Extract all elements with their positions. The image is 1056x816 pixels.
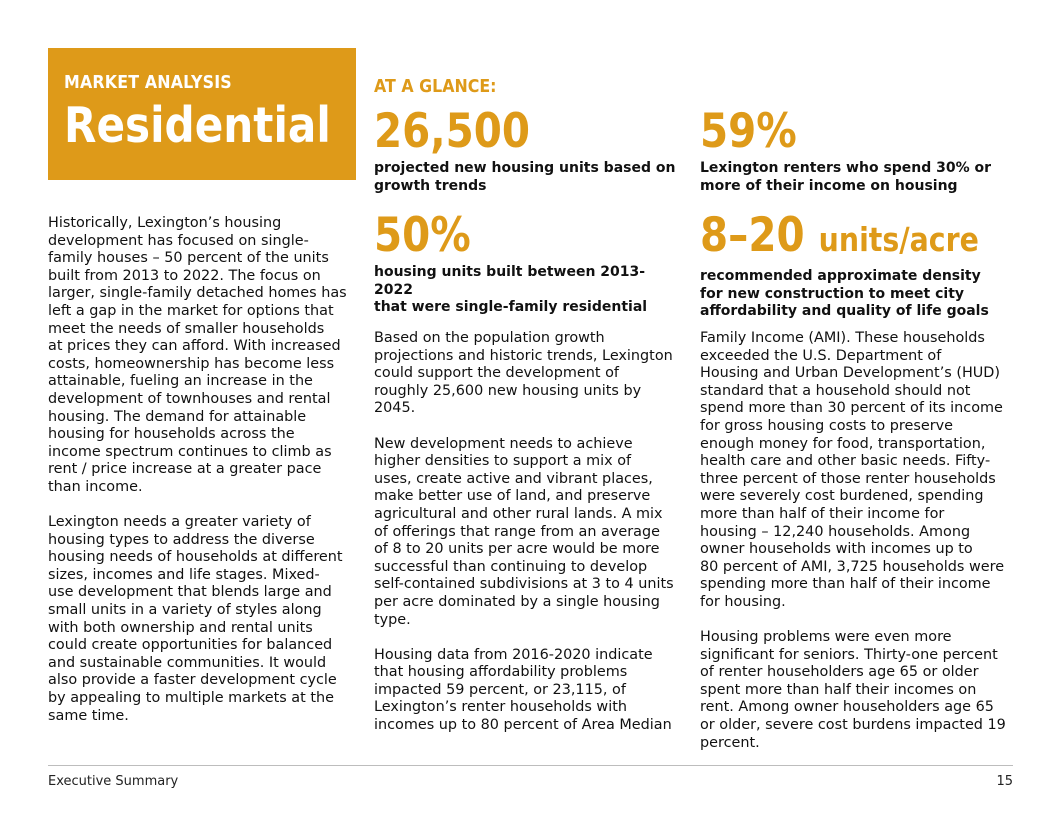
footer-section-label: Executive Summary <box>48 774 179 789</box>
stat-value: 50% <box>374 208 471 263</box>
at-a-glance-label: AT A GLANCE: <box>374 76 497 97</box>
page-title: Residential <box>64 97 331 154</box>
body-paragraph: Based on the population growth projections and historic trends, Lexington could support the development of roughly 25,600 new housing units by 2045. <box>374 330 673 417</box>
stat-description: Lexington renters who spend 30% or more of their income on housing <box>700 160 992 194</box>
body-paragraph: Housing problems were even more significant for seniors. Thirty-one percent of renter householders age 65 or older spent more than half their incomes on rent. Among owner householders age 65 or older, severe cost burdens impacted 19 percent. <box>700 629 1006 751</box>
body-column-left <box>48 215 354 743</box>
body-paragraph: New development needs to achieve higher densities to support a mix of uses, create active and vibrant places, make better use of land, and preserve agricultural and other rural lands. A mix of offerings that range from an average of 8 to 20 units per acre would be more successful than continuing to develop self-contained subdivisions at 3 to 4 units per acre dominated by a single housing type. <box>374 435 674 628</box>
page-number: 15 <box>996 774 1013 789</box>
footer-divider <box>48 765 1013 766</box>
section-title-block <box>48 48 356 180</box>
stat-unit: units/acre <box>818 220 979 259</box>
section-eyebrow: MARKET ANALYSIS <box>64 72 232 93</box>
body-column-right <box>700 330 1012 770</box>
body-paragraph: Lexington needs a greater variety of housing types to address the diverse housing needs of households at different sizes, incomes and life stages. Mixed- use development that blends large and small units in a variety of styles along with both ownership and rental units could create opportunities for balanced and sustainable communities. It would also provide a faster development cycle by appealing to multiple markets at the same time. <box>48 514 343 724</box>
body-paragraph: Family Income (AMI). These households exceeded the U.S. Department of Housing and Urban Development’s (HUD) standard that a household should not spend more than 30 percent of its income for gross housing costs to preserve enough money for food, transportation, health care and other basic needs. Fifty- three percent of those renter households were severely cost burdened, spending more than half of their income for housing – 12,240 households. Among owner households with incomes up to 80 percent of AMI, 3,725 households were spending more than half of their income for housing. <box>700 330 1005 610</box>
body-column-middle <box>374 330 684 752</box>
stat-renter-burden <box>700 106 1010 195</box>
stat-value: 8–20 units/acre <box>700 208 979 263</box>
stat-value: 26,500 <box>374 104 530 159</box>
stat-housing-units <box>374 106 684 195</box>
stat-description: housing units built between 2013-2022 that were single-family residential <box>374 264 648 315</box>
body-paragraph: Historically, Lexington’s housing development has focused on single- family houses – 50 percent of the units built from 2013 to 2022. The focus on larger, single-family detached homes has left a gap in the market for options that meet the needs of smaller households at prices they can afford. With increased costs, homeownership has become less attainable, fueling an increase in the development of townhouses and rental housing. The demand for attainable housing for households across the income spectrum continues to climb as rent / price increase at a greater pace than income. <box>48 215 347 495</box>
stat-density-range <box>700 210 1010 321</box>
stat-value: 59% <box>700 104 797 159</box>
body-paragraph: Housing data from 2016-2020 indicate that housing affordability problems impacted 59 percent, or 23,115, of Lexington’s renter households with incomes up to 80 percent of Area Median <box>374 646 672 734</box>
stat-description: recommended approximate density for new construction to meet city affordability and quality of life goals <box>700 268 989 319</box>
stat-single-family-share <box>374 210 684 317</box>
stat-description: projected new housing units based on growth trends <box>374 160 676 194</box>
